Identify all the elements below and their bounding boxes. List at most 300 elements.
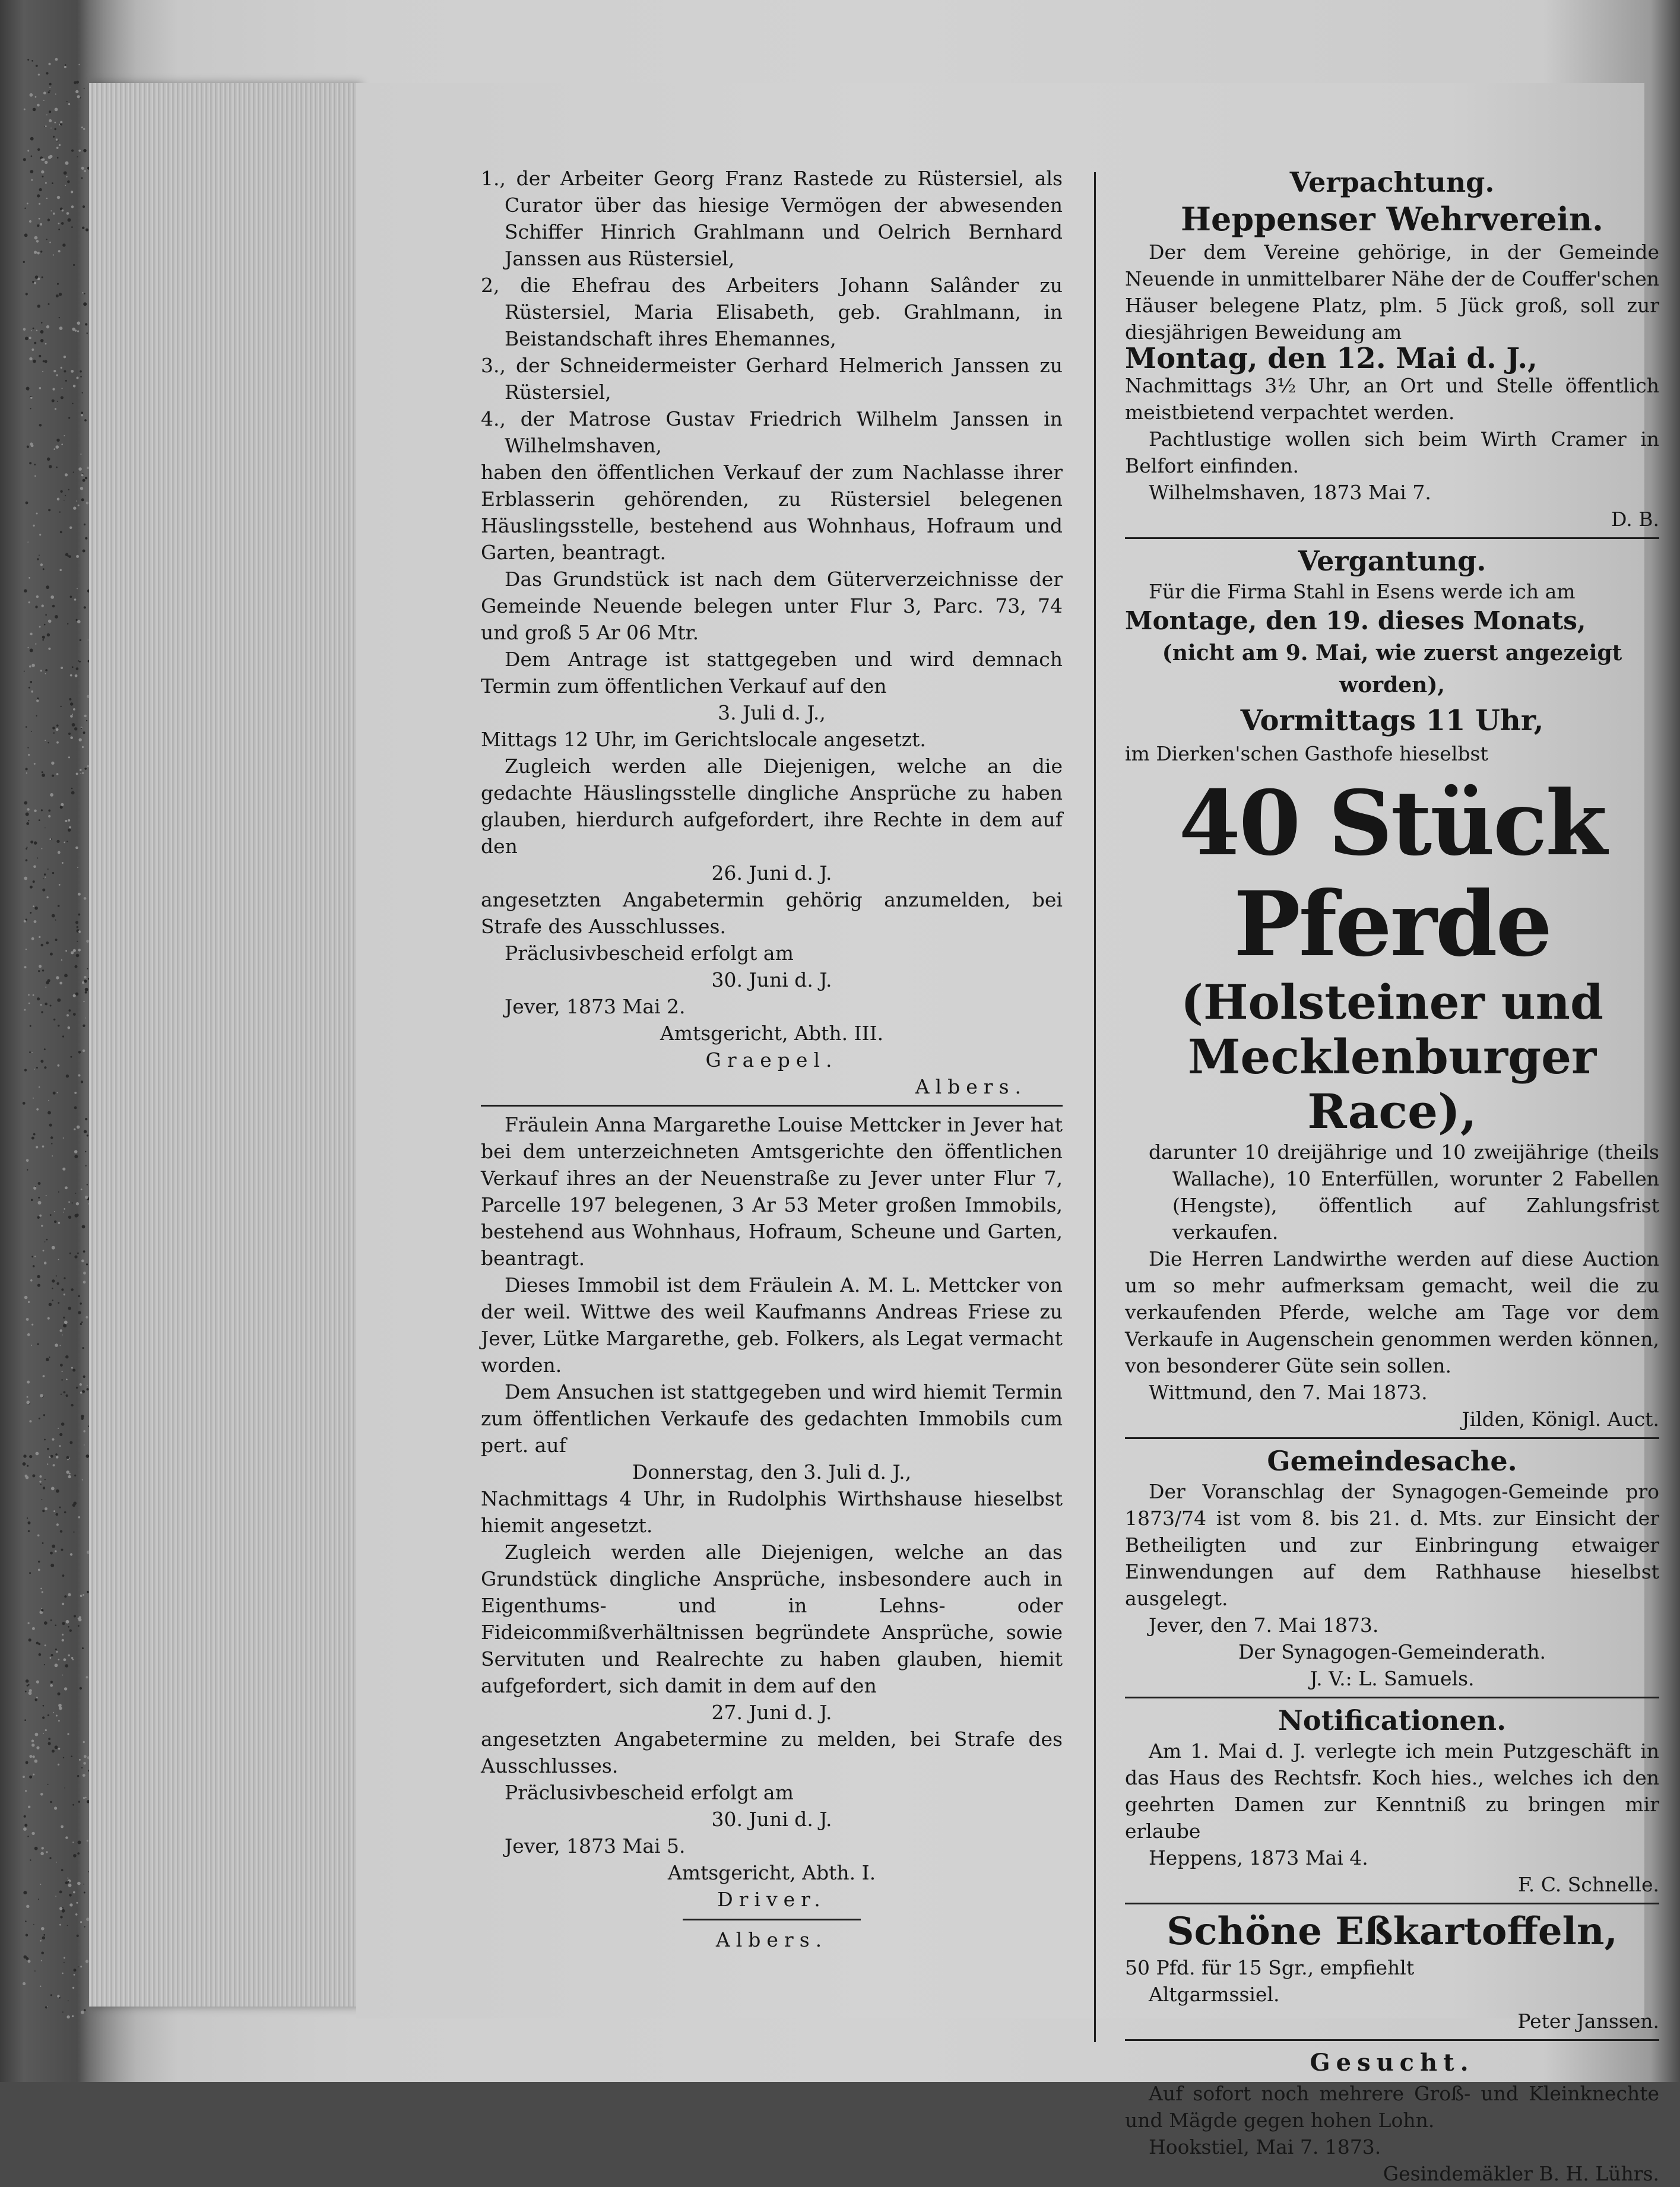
ad-divider xyxy=(1125,2039,1659,2041)
paper-speck xyxy=(29,220,31,223)
paper-speck xyxy=(31,1256,33,1258)
paper-speck xyxy=(52,182,53,184)
paper-speck xyxy=(81,1321,83,1323)
paper-speck xyxy=(59,982,62,985)
paper-speck xyxy=(71,1657,73,1659)
paper-speck xyxy=(61,1825,64,1828)
paper-speck xyxy=(77,1126,80,1129)
paper-speck xyxy=(59,1507,61,1508)
paper-speck xyxy=(48,648,50,650)
paper-speck xyxy=(59,1329,62,1332)
paper-speck xyxy=(39,1215,42,1217)
paper-speck xyxy=(36,1452,39,1456)
paper-speck xyxy=(56,724,59,727)
paper-speck xyxy=(46,942,49,944)
paper-speck xyxy=(77,941,78,942)
notice-paragraph: Mittags 12 Uhr, im Gerichtslocale angesetzt. xyxy=(481,728,926,751)
paper-speck xyxy=(36,330,37,331)
paper-speck xyxy=(74,1256,77,1259)
paper-speck xyxy=(45,669,47,671)
paper-speck xyxy=(38,1197,40,1199)
paper-speck xyxy=(26,772,27,774)
paper-speck xyxy=(82,227,84,229)
paper-speck xyxy=(42,176,44,178)
paper-speck xyxy=(42,1847,44,1849)
paper-speck xyxy=(36,1146,38,1148)
paper-speck xyxy=(52,605,55,608)
paper-speck xyxy=(62,1675,64,1676)
paper-speck xyxy=(85,991,87,994)
paper-speck xyxy=(60,208,63,211)
paper-speck xyxy=(33,360,36,363)
ad-divider xyxy=(1125,537,1659,539)
paper-speck xyxy=(38,1201,42,1205)
paper-speck xyxy=(85,1196,88,1199)
party-item-3: 3., der Schneidermeister Gerhard Helmerich Janssen zu Rüstersiel, xyxy=(481,354,1063,404)
paper-speck xyxy=(84,980,87,982)
paper-speck xyxy=(44,1262,47,1264)
paper-speck xyxy=(30,1279,33,1282)
notice-date: Donnerstag, den 3. Juli d. J., xyxy=(632,1460,912,1484)
paper-speck xyxy=(60,806,63,809)
paper-speck xyxy=(53,1464,55,1466)
paper-speck xyxy=(42,1936,45,1939)
paper-speck xyxy=(71,226,73,228)
paper-speck xyxy=(57,498,60,501)
paper-speck xyxy=(53,1712,54,1713)
paper-speck xyxy=(78,1618,80,1619)
paper-speck xyxy=(72,1202,73,1203)
paper-speck xyxy=(31,179,33,181)
paper-speck xyxy=(83,1347,84,1349)
paper-speck xyxy=(36,699,39,702)
paper-speck xyxy=(26,822,29,825)
paper-speck xyxy=(56,467,58,468)
paper-speck xyxy=(62,1168,65,1171)
paper-speck xyxy=(48,1100,49,1101)
paper-speck xyxy=(84,170,86,172)
paper-speck xyxy=(74,1107,77,1110)
paper-speck xyxy=(40,670,42,671)
paper-speck xyxy=(71,205,74,208)
paper-speck xyxy=(50,1564,54,1567)
paper-speck xyxy=(70,702,73,705)
paper-speck xyxy=(56,139,58,141)
paper-speck xyxy=(36,65,38,67)
paper-speck xyxy=(28,1622,30,1624)
paper-speck xyxy=(65,950,67,952)
paper-speck xyxy=(52,1749,55,1752)
paper-speck xyxy=(76,500,77,502)
paper-speck xyxy=(66,1014,69,1016)
notice-date: 30. Juni d. J. xyxy=(711,1808,832,1831)
paper-speck xyxy=(87,968,88,969)
paper-speck xyxy=(81,1418,84,1420)
paper-speck xyxy=(38,74,40,75)
paper-speck xyxy=(68,1216,71,1219)
paper-speck xyxy=(30,841,33,844)
paper-speck xyxy=(58,1191,59,1193)
paper-speck xyxy=(65,380,67,382)
paper-speck xyxy=(81,178,83,179)
paper-speck xyxy=(80,1392,83,1394)
paper-speck xyxy=(82,292,83,293)
paper-speck xyxy=(24,920,26,923)
paper-speck xyxy=(44,1486,45,1488)
paper-speck xyxy=(53,1019,55,1020)
paper-speck xyxy=(78,930,81,933)
paper-speck xyxy=(85,323,87,325)
paper-speck xyxy=(55,108,58,112)
paper-speck xyxy=(41,1960,42,1961)
paper-speck xyxy=(62,1335,63,1336)
paper-speck xyxy=(30,170,34,173)
paper-speck xyxy=(42,277,43,278)
paper-speck xyxy=(30,912,31,914)
paper-speck xyxy=(77,95,80,98)
paper-speck xyxy=(74,1615,76,1618)
paper-speck xyxy=(61,443,63,445)
paper-speck xyxy=(71,1288,74,1291)
paper-speck xyxy=(34,841,37,845)
paper-speck xyxy=(52,1545,55,1548)
paper-speck xyxy=(47,1784,49,1785)
paper-speck xyxy=(55,1896,56,1897)
paper-speck xyxy=(68,1626,69,1628)
paper-speck xyxy=(46,239,47,240)
paper-speck xyxy=(34,1069,35,1070)
paper-speck xyxy=(47,633,50,636)
paper-speck xyxy=(31,731,32,732)
paper-speck xyxy=(26,1159,29,1162)
paper-speck xyxy=(36,1067,38,1069)
paper-speck xyxy=(57,1092,58,1094)
paper-speck xyxy=(72,1369,75,1372)
paper-speck xyxy=(40,251,42,252)
notice-date: 26. Juni d. J. xyxy=(711,861,832,885)
paper-speck xyxy=(83,128,85,130)
paper-speck xyxy=(76,1202,79,1205)
paper-speck xyxy=(23,328,26,331)
notice-divider xyxy=(481,1105,1063,1107)
paper-speck xyxy=(65,495,66,496)
ad-subheadline-breeds: (Holsteiner und Mecklenburger Race), xyxy=(1181,974,1603,1139)
party-item-4: 4., der Matrose Gustav Friedrich Wilhelm Janssen in Wilhelmshaven, xyxy=(481,407,1063,457)
paper-speck xyxy=(75,1214,78,1218)
paper-speck xyxy=(65,1881,68,1884)
paper-speck xyxy=(43,1705,45,1707)
paper-speck xyxy=(58,1704,62,1707)
paper-speck xyxy=(78,1625,80,1627)
paper-speck xyxy=(29,1689,32,1692)
paper-speck xyxy=(70,674,72,677)
paper-speck xyxy=(80,487,83,490)
ad-date: Montage, den 19. dieses Monats, xyxy=(1125,606,1586,635)
paper-speck xyxy=(70,1553,72,1555)
ad-date: Montag, den 12. Mai d. J., xyxy=(1125,342,1538,375)
paper-speck xyxy=(56,374,58,376)
ad-paragraph: Auf sofort noch mehrere Groß- und Kleinknechte und Mägde gegen hohen Lohn. xyxy=(1125,2082,1659,2132)
paper-speck xyxy=(27,389,28,391)
paper-speck xyxy=(64,842,65,844)
paper-speck xyxy=(59,124,61,126)
ad-signature: F. C. Schnelle. xyxy=(1517,1873,1659,1896)
paper-speck xyxy=(49,1303,52,1307)
paper-speck xyxy=(34,920,37,923)
paper-speck xyxy=(56,840,59,843)
paper-speck xyxy=(50,1136,53,1139)
paper-speck xyxy=(65,553,68,556)
paper-speck xyxy=(52,1438,54,1441)
paper-speck xyxy=(37,857,38,858)
paper-speck xyxy=(58,1064,60,1067)
paper-speck xyxy=(34,251,37,253)
paper-speck xyxy=(52,1155,53,1156)
paper-speck xyxy=(29,337,31,339)
paper-speck xyxy=(80,1966,82,1967)
paper-speck xyxy=(26,1905,29,1908)
paper-speck xyxy=(45,673,46,674)
paper-speck xyxy=(79,1759,81,1761)
paper-speck xyxy=(78,893,81,896)
ad-paragraph: Der dem Vereine gehörige, in der Gemeinde Neuende in unmittelbarer Nähe der de Couffer'schen Häuser belegene Platz, plm. 5 Jück groß, soll zur diesjährigen Beweidung am xyxy=(1125,240,1659,344)
ad-signature: D. B. xyxy=(1611,508,1659,531)
paper-speck xyxy=(61,367,62,369)
paper-speck xyxy=(75,965,78,968)
paper-speck xyxy=(85,1165,87,1167)
paper-speck xyxy=(58,1764,59,1766)
paper-speck xyxy=(56,976,59,979)
paper-speck xyxy=(62,210,64,212)
ad-headline-horses: 40 Stück Pferde xyxy=(1178,771,1606,977)
paper-speck xyxy=(68,733,71,735)
paper-speck xyxy=(31,1345,32,1346)
paper-speck xyxy=(36,513,38,515)
paper-speck xyxy=(38,1182,41,1185)
paper-speck xyxy=(64,974,68,977)
paper-speck xyxy=(59,1891,62,1894)
paper-speck xyxy=(37,1535,40,1537)
paper-speck xyxy=(27,847,28,848)
paper-speck xyxy=(56,1523,59,1526)
paper-speck xyxy=(82,1647,84,1649)
paper-speck xyxy=(42,636,45,639)
paper-speck xyxy=(33,1924,34,1925)
paper-speck xyxy=(80,97,81,99)
paper-speck xyxy=(87,1840,88,1841)
paper-speck xyxy=(39,424,42,427)
paper-speck xyxy=(48,156,52,159)
paper-speck xyxy=(29,1420,31,1422)
paper-speck xyxy=(39,188,42,191)
paper-speck xyxy=(71,791,75,795)
paper-speck xyxy=(24,966,27,968)
paper-speck xyxy=(55,1625,57,1627)
paper-speck xyxy=(79,661,81,663)
paper-speck xyxy=(62,388,63,389)
paper-speck xyxy=(26,1679,29,1683)
paper-speck xyxy=(66,176,67,178)
paper-speck xyxy=(67,555,69,557)
paper-speck xyxy=(77,620,81,623)
paper-speck xyxy=(79,1313,80,1314)
paper-speck xyxy=(58,229,60,230)
paper-speck xyxy=(85,1018,86,1019)
paper-speck xyxy=(43,1486,45,1489)
paper-speck xyxy=(61,803,64,806)
paper-speck xyxy=(30,442,33,445)
paper-speck xyxy=(72,1659,74,1660)
paper-speck xyxy=(61,1288,64,1291)
paper-speck xyxy=(38,970,40,972)
paper-speck xyxy=(25,337,28,340)
paper-speck xyxy=(65,1186,68,1189)
paper-speck xyxy=(43,1934,45,1936)
paper-speck xyxy=(33,866,36,869)
paper-speck xyxy=(23,1891,27,1894)
paper-speck xyxy=(68,489,69,490)
paper-speck xyxy=(28,601,30,603)
paper-speck xyxy=(46,115,47,116)
paper-speck xyxy=(47,1317,50,1320)
paper-speck xyxy=(56,1275,57,1276)
paper-speck xyxy=(37,305,40,308)
paper-speck xyxy=(80,1383,82,1386)
paper-speck xyxy=(68,1307,71,1310)
paper-speck xyxy=(66,212,69,215)
column-divider xyxy=(1094,172,1096,2042)
paper-speck xyxy=(57,401,58,402)
paper-speck xyxy=(56,741,59,744)
notice-paragraph: Dem Antrage ist stattgegeben und wird demnach Termin zum öffentlichen Verkauf auf den xyxy=(481,648,1063,698)
paper-speck xyxy=(62,1622,65,1625)
paper-speck xyxy=(36,595,39,598)
paper-speck xyxy=(64,1321,68,1324)
paper-speck xyxy=(55,1663,58,1667)
paper-speck xyxy=(39,626,41,628)
paper-speck xyxy=(84,524,85,525)
paper-speck xyxy=(71,191,73,193)
paper-speck xyxy=(58,905,60,907)
paper-speck xyxy=(83,550,85,553)
paper-speck xyxy=(42,969,44,971)
paper-speck xyxy=(81,727,83,728)
paper-speck xyxy=(80,769,82,771)
paper-speck xyxy=(59,1924,61,1926)
paper-speck xyxy=(73,1502,77,1505)
paper-speck xyxy=(85,1316,88,1318)
paper-speck xyxy=(36,1642,39,1644)
paper-speck xyxy=(42,159,45,161)
paper-speck xyxy=(28,754,30,756)
paper-speck xyxy=(36,1747,39,1749)
paper-speck xyxy=(30,1025,31,1027)
notice-paragraph: Fräulein Anna Margarethe Louise Mettcker in Jever hat bei dem unterzeichneten Amtsgerichte den öffentlichen Verkauf ihres an der Neuenstraße zu Jever unter Flur 7, Parcelle 197 belegenen, 3 Ar 53 Meter großen Immobils, bestehend aus Wohnhaus, Hofraum, Scheune und Garten, beantragt. xyxy=(481,1113,1063,1270)
ad-title-gemeindesache: Gemeindesache. xyxy=(1267,1445,1517,1477)
paper-speck xyxy=(83,1741,85,1743)
paper-speck xyxy=(45,740,46,741)
paper-speck xyxy=(63,1137,64,1139)
paper-speck xyxy=(60,490,62,493)
paper-speck xyxy=(83,1001,84,1002)
paper-speck xyxy=(37,277,40,280)
paper-speck xyxy=(24,1955,27,1959)
paper-speck xyxy=(33,1265,35,1267)
paper-speck xyxy=(61,1869,64,1871)
paper-speck xyxy=(24,1815,26,1818)
paper-speck xyxy=(44,1066,46,1069)
paper-speck xyxy=(59,1707,62,1710)
ad-title-gesucht: Gesucht. xyxy=(1310,2049,1475,2077)
paper-speck xyxy=(78,1618,82,1622)
paper-speck xyxy=(76,1902,78,1904)
paper-speck xyxy=(31,937,34,940)
paper-speck xyxy=(24,589,27,593)
paper-speck xyxy=(44,873,46,875)
paper-speck xyxy=(83,1280,86,1283)
paper-speck xyxy=(70,736,73,739)
paper-speck xyxy=(49,90,50,91)
paper-speck xyxy=(80,931,81,933)
paper-speck xyxy=(74,1092,77,1094)
paper-speck xyxy=(64,500,65,501)
paper-speck xyxy=(71,951,74,954)
paper-speck xyxy=(23,1454,26,1457)
paper-speck xyxy=(83,1025,85,1027)
notice-paragraph: angesetzten Angabetermine zu melden, bei Strafe des Ausschlusses. xyxy=(481,1728,1063,1777)
paper-speck xyxy=(84,715,87,717)
paper-speck xyxy=(83,1762,86,1765)
paper-speck xyxy=(75,1913,78,1916)
paper-speck xyxy=(30,649,33,652)
paper-speck xyxy=(40,339,44,343)
paper-speck xyxy=(51,1654,53,1656)
ad-place-date: Jever, den 7. Mai 1873. xyxy=(1149,1614,1379,1637)
paper-speck xyxy=(68,417,70,419)
paper-speck xyxy=(58,1025,59,1026)
paper-speck xyxy=(63,1317,65,1318)
paper-speck xyxy=(64,1962,65,1963)
ad-paragraph: Für die Firma Stahl in Esens werde ich am xyxy=(1149,580,1576,603)
paper-speck xyxy=(76,1387,78,1389)
paper-speck xyxy=(65,161,69,165)
paper-speck xyxy=(87,332,88,334)
paper-speck xyxy=(26,293,28,295)
paper-speck xyxy=(62,2011,64,2012)
ad-paragraph: 50 Pfd. für 15 Sgr., empfiehlt xyxy=(1125,1956,1415,1979)
paper-speck xyxy=(80,1302,82,1305)
paper-speck xyxy=(40,1484,42,1485)
paper-speck xyxy=(43,1733,44,1735)
clerk-signature: Albers. xyxy=(915,1075,1027,1098)
ad-paragraph: Die Herren Landwirthe werden auf diese Auction um so mehr aufmerksam gemacht, weil die zu verkaufenden Pferde, welche am Tage vor dem Verkaufe in Augenschein genommen werden können, von besonderer Güte sein sollen. xyxy=(1125,1247,1659,1377)
paper-speck xyxy=(59,327,63,330)
paper-speck xyxy=(69,698,71,701)
paper-speck xyxy=(62,1973,64,1974)
paper-speck xyxy=(61,1549,64,1551)
notice-date: 27. Juni d. J. xyxy=(711,1701,832,1724)
paper-speck xyxy=(34,763,36,765)
paper-speck xyxy=(77,156,78,157)
paper-speck xyxy=(27,203,28,205)
paper-speck xyxy=(76,667,79,670)
paper-speck xyxy=(78,1966,79,1967)
paper-speck xyxy=(40,563,43,566)
paper-speck xyxy=(53,254,54,255)
ad-org-name: Heppenser Wehrverein. xyxy=(1181,200,1603,238)
paper-speck xyxy=(33,525,34,527)
paper-speck xyxy=(84,2009,85,2011)
